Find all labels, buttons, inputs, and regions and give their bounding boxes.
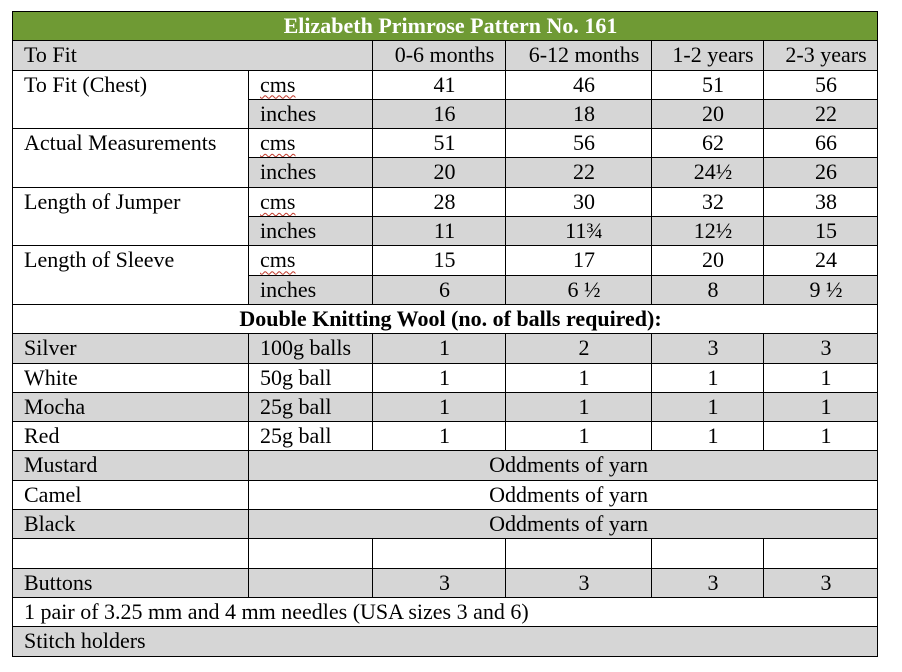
buttons-count: 3 [652,568,764,597]
measurement-row [13,129,878,158]
wool-balls: 1 [506,363,652,392]
pattern-table [12,11,878,657]
wool-header: Double Knitting Wool (no. of balls required): [13,304,878,333]
value-cell: 9 ½ [764,275,878,304]
wool-balls: 1 [506,392,652,421]
value-cell: 46 [506,70,652,99]
unit-cms: cms [260,188,296,214]
wool-color: White [13,363,249,392]
wool-balls: 1 [652,422,764,451]
unit-cell [249,70,373,99]
wool-weight: 50g ball [249,363,373,392]
unit-inches: inches [249,158,373,187]
value-cell: 32 [652,187,764,216]
value-cell: 17 [506,246,652,275]
value-cell: 11¾ [506,217,652,246]
value-cell: 6 [373,275,506,304]
wool-balls: 1 [652,363,764,392]
oddments-color: Mustard [13,451,249,480]
value-cell: 8 [652,275,764,304]
pattern-title: Elizabeth Primrose Pattern No. 161 [13,12,878,41]
wool-balls: 1 [764,422,878,451]
wool-balls: 1 [652,392,764,421]
oddments-note: Oddments of yarn [249,510,878,539]
wool-row [13,392,878,421]
buttons-count: 3 [506,568,652,597]
unit-cell [249,187,373,216]
oddments-row [13,510,878,539]
empty-cell [249,539,373,568]
value-cell: 20 [373,158,506,187]
wool-balls: 1 [373,363,506,392]
empty-cell [249,568,373,597]
measurement-label: Length of Sleeve [13,246,249,305]
value-cell: 56 [506,129,652,158]
wool-row [13,422,878,451]
stitch-holders-text: Stitch holders [13,627,878,656]
value-cell: 15 [764,217,878,246]
wool-balls: 1 [373,392,506,421]
wool-balls: 2 [506,334,652,363]
value-cell: 51 [373,129,506,158]
value-cell: 20 [652,246,764,275]
oddments-row [13,480,878,509]
wool-color: Silver [13,334,249,363]
value-cell: 41 [373,70,506,99]
unit-inches: inches [249,217,373,246]
unit-cell [249,129,373,158]
needles-text: 1 pair of 3.25 mm and 4 mm needles (USA sizes 3 and 6) [13,597,878,626]
empty-cell [506,539,652,568]
buttons-count: 3 [373,568,506,597]
empty-cell [13,539,249,568]
wool-balls: 1 [373,334,506,363]
oddments-color: Camel [13,480,249,509]
value-cell: 62 [652,129,764,158]
needles-row [13,597,878,626]
oddments-note: Oddments of yarn [249,480,878,509]
wool-weight: 100g balls [249,334,373,363]
measurement-label: Actual Measurements [13,129,249,188]
to-fit-label: To Fit [13,41,373,70]
value-cell: 22 [506,158,652,187]
wool-weight: 25g ball [249,422,373,451]
wool-color: Mocha [13,392,249,421]
value-cell: 12½ [652,217,764,246]
value-cell: 56 [764,70,878,99]
value-cell: 66 [764,129,878,158]
oddments-row [13,451,878,480]
unit-cms: cms [260,130,296,156]
unit-cms: cms [260,71,296,97]
stitch-holders-row [13,627,878,656]
size-header: 6-12 months [506,41,652,70]
buttons-label: Buttons [13,568,249,597]
empty-cell [652,539,764,568]
pattern-table-wrapper [12,11,878,657]
title-row [13,12,878,41]
value-cell: 11 [373,217,506,246]
measurement-label: To Fit (Chest) [13,70,249,129]
value-cell: 20 [652,99,764,128]
wool-balls: 3 [764,334,878,363]
value-cell: 18 [506,99,652,128]
wool-balls: 1 [373,422,506,451]
empty-cell [764,539,878,568]
wool-weight: 25g ball [249,392,373,421]
value-cell: 24 [764,246,878,275]
wool-row [13,334,878,363]
size-header: 1-2 years [652,41,764,70]
wool-color: Red [13,422,249,451]
value-cell: 16 [373,99,506,128]
value-cell: 24½ [652,158,764,187]
wool-balls: 1 [764,392,878,421]
oddments-color: Black [13,510,249,539]
value-cell: 30 [506,187,652,216]
buttons-count: 3 [764,568,878,597]
unit-inches: inches [249,99,373,128]
value-cell: 15 [373,246,506,275]
wool-balls: 1 [764,363,878,392]
empty-cell [373,539,506,568]
measurement-row [13,246,878,275]
buttons-row [13,568,878,597]
measurement-label: Length of Jumper [13,187,249,246]
oddments-note: Oddments of yarn [249,451,878,480]
size-header: 0-6 months [373,41,506,70]
measurement-row [13,70,878,99]
value-cell: 6 ½ [506,275,652,304]
value-cell: 26 [764,158,878,187]
unit-inches: inches [249,275,373,304]
wool-row [13,363,878,392]
value-cell: 22 [764,99,878,128]
wool-balls: 3 [652,334,764,363]
to-fit-row [13,41,878,70]
measurement-row [13,187,878,216]
size-header: 2-3 years [764,41,878,70]
value-cell: 51 [652,70,764,99]
wool-header-row [13,304,878,333]
empty-row [13,539,878,568]
value-cell: 28 [373,187,506,216]
wool-balls: 1 [506,422,652,451]
value-cell: 38 [764,187,878,216]
unit-cms: cms [260,247,296,273]
unit-cell [249,246,373,275]
